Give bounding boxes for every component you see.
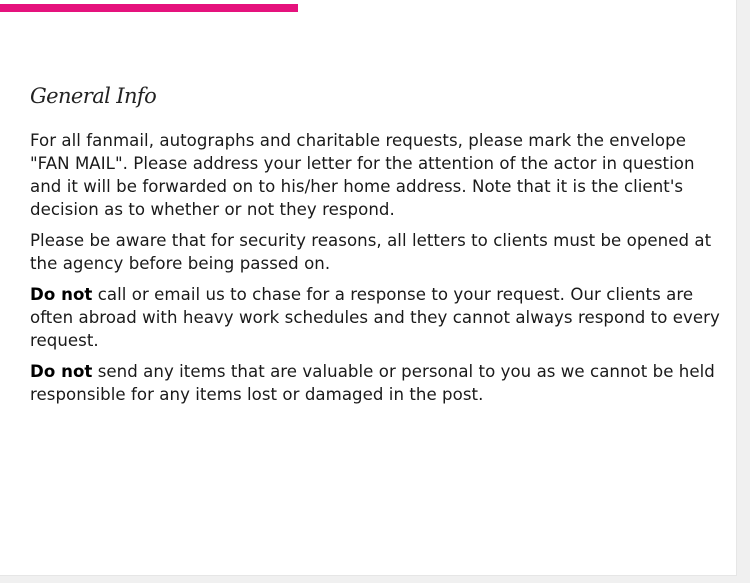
valuables-text: send any items that are valuable or personal to you as we cannot be held responsible for any items lost or damaged in the post. [30, 362, 715, 404]
fanmail-paragraph: For all fanmail, autographs and charitable requests, please mark the envelope "FAN MAIL". Please address your letter for the attention of the actor in question and it will be forwarded on to his/her home address. Note that it is the client's decision as to whether or not they respond. [30, 131, 695, 219]
valuables-paragraph [30, 360, 720, 406]
security-paragraph: Please be aware that for security reasons, all letters to clients must be opened at the agency before being passed on. [30, 231, 712, 273]
do-not-label: Do not [30, 362, 93, 381]
chase-paragraph [30, 283, 720, 352]
do-not-label: Do not [30, 285, 93, 304]
accent-bar [0, 4, 298, 12]
section-heading: General Info [30, 84, 157, 108]
chase-text: call or email us to chase for a response to your request. Our clients are often abroad with heavy work schedules and they cannot always respond to every request. [30, 285, 720, 350]
info-content [30, 129, 720, 414]
